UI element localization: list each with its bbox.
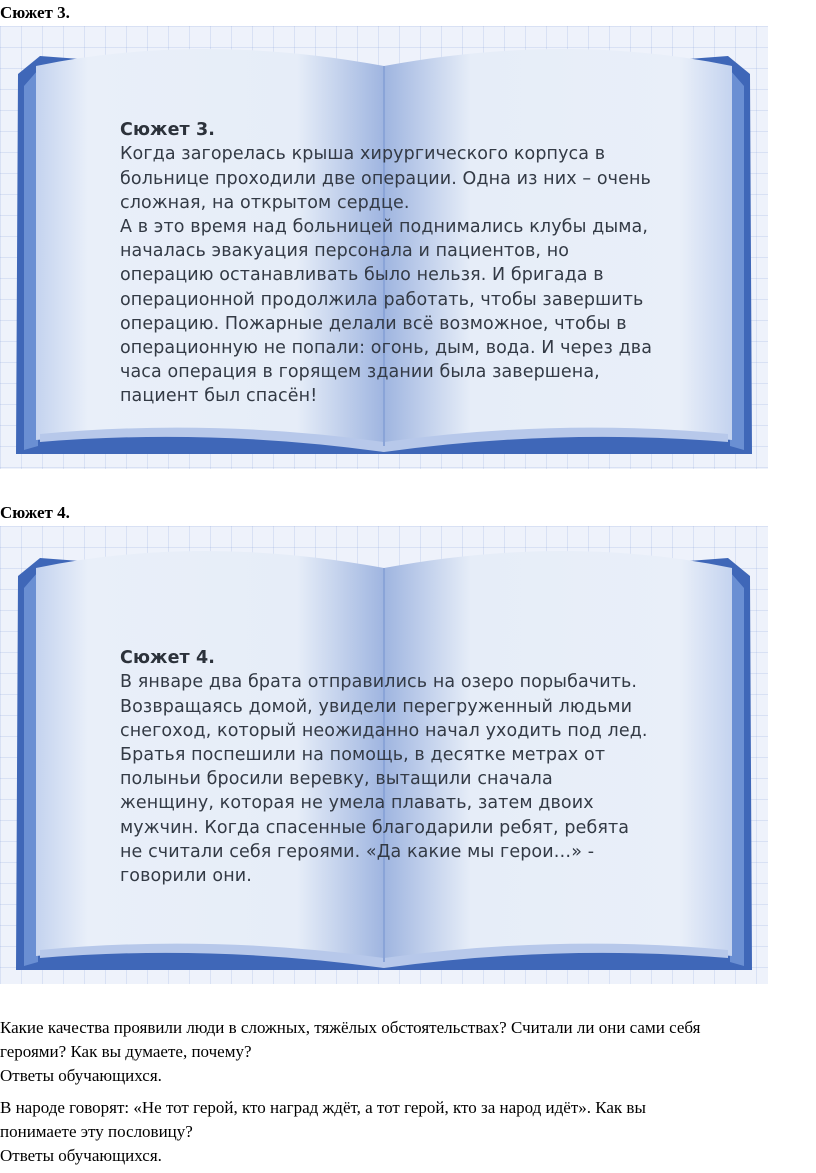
proverb-paragraph-line: В народе говорят: «Не тот герой, кто наград ждёт, а тот герой, кто за народ идёт». Как вы	[0, 1098, 646, 1117]
proverb-paragraph-line: понимаете эту пословицу?	[0, 1122, 193, 1141]
plot4-book-body: В январе два брата отправились на озеро порыбачить. Возвращаясь домой, увидели перегруженный людьми снегоход, который неожиданно начал уходить под лед. Братья поспешили на помощь, в десятке метрах от полыньи бросили веревку, вытащили сначала женщину, которая не умела плавать, затем двоих мужчин. Когда спасенные благодарили ребят, ребята не считали себя героями. «Да какие мы герои…» - говорили они.	[120, 672, 648, 887]
answers-note: Ответы обучающихся.	[0, 1146, 162, 1165]
plot4-book-text	[120, 622, 720, 888]
plot3-book-text	[120, 94, 720, 409]
plot3-book-title: Сюжет 3.	[120, 120, 215, 141]
plot3-heading: Сюжет 3.	[0, 3, 70, 22]
plot4-book-title: Сюжет 4.	[120, 648, 215, 669]
plot4-book-image	[0, 526, 768, 984]
question-paragraph-line: Какие качества проявили люди в сложных, тяжёлых обстоятельствах? Считали ли они сами себя	[0, 1018, 701, 1037]
plot4-heading: Сюжет 4.	[0, 503, 70, 522]
plot3-book-body: Когда загорелась крыша хирургического корпуса в больнице проходили две операции. Одна из них – очень сложная, на открытом сердце. А в это время над больницей поднимались клубы дыма, началась эвакуация персонала и пациентов, но операцию останавливать было нельзя. И бригада в операционной продолжила работать, чтобы завершить операцию. Пожарные делали всё возможное, чтобы в операционную не попали: огонь, дым, вода. И через два часа операция в горящем здании была завершена, пациент был спасён!	[120, 144, 653, 407]
plot3-book-image	[0, 26, 768, 469]
answers-note: Ответы обучающихся.	[0, 1066, 162, 1085]
question-paragraph-line: героями? Как вы думаете, почему?	[0, 1042, 252, 1061]
